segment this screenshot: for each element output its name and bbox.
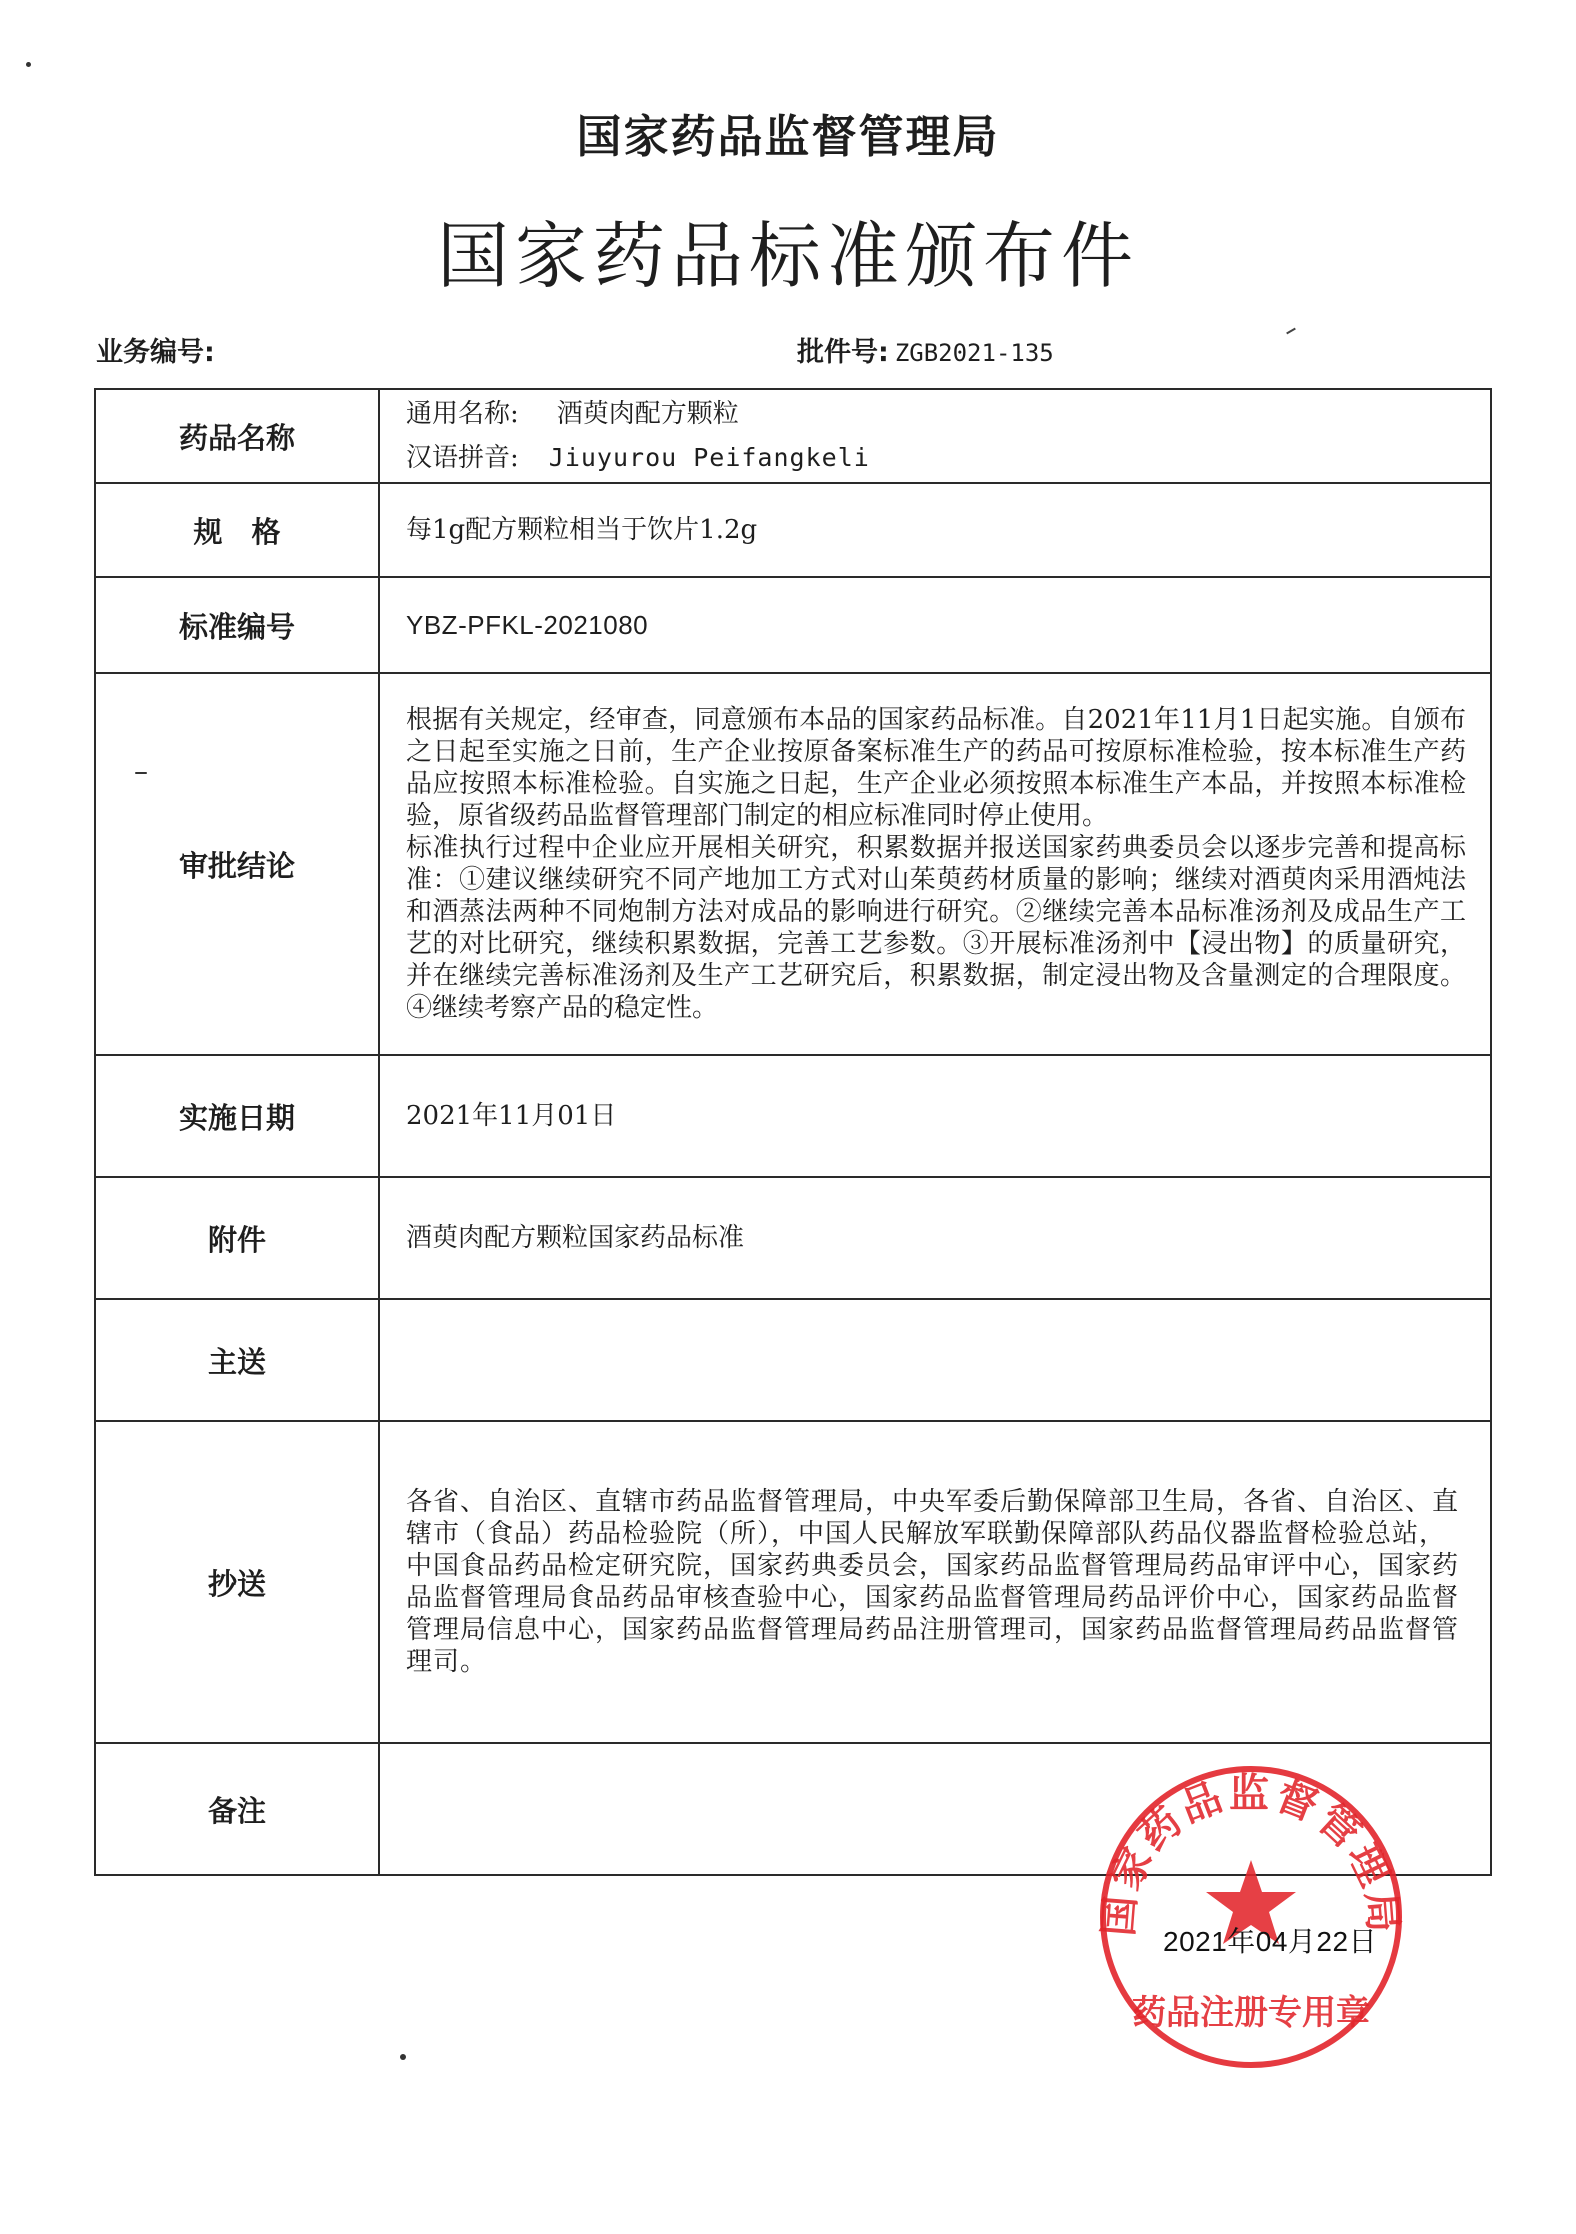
- cc-value: 各省、自治区、直辖市药品监督管理局，中央军委后勤保障部卫生局，各省、自治区、直辖市（食品）药品检验院（所），中国人民解放军联勤保障部队药品仪器监督检验总站，中国食品药品检定研究院，国家药典委员会，国家药品监督管理局药品审评中心，国家药品监督管理局食品药品审核查验中心，国家药品监督管理局药品评价中心，国家药品监督管理局信息中心，国家药品监督管理局药品注册管理司，国家药品监督管理局药品监督管理司。: [379, 1421, 1491, 1743]
- main-recipient-value: [379, 1299, 1491, 1421]
- business-number: [96, 330, 221, 369]
- effective-date-value: 2021年11月01日: [379, 1055, 1491, 1177]
- attachment-label: 附件: [95, 1177, 379, 1299]
- row-conclusion: [95, 673, 1491, 1055]
- issuing-organization: 国家药品监督管理局: [576, 110, 1000, 163]
- approval-number-value: ZGB2021-135: [894, 339, 1054, 367]
- standard-number-value: YBZ-PFKL-2021080: [379, 577, 1491, 673]
- cc-label: 抄送: [95, 1421, 379, 1743]
- conclusion-paragraph-1: 根据有关规定，经审查，同意颁布本品的国家药品标准。自2021年11月1日起实施。自颁布之日起至实施之日前，生产企业按原备案标准生产的药品可按原标准检验，按本标准生产药品应按照本标准检验。自实施之日起，生产企业必须按照本标准生产本品，并按照本标准检验，原省级药品监督管理部门制定的相应标准同时停止使用。: [406, 705, 1466, 831]
- pen-mark: [1286, 328, 1296, 335]
- row-cc: [95, 1421, 1491, 1743]
- scan-speck: [400, 2054, 406, 2060]
- business-number-label: 业务编号:: [96, 337, 215, 368]
- conclusion-label: 审批结论: [95, 673, 379, 1055]
- drug-name-content: [379, 389, 1491, 483]
- document-title: 国家药品标准颁布件: [436, 214, 1139, 298]
- common-name-value: 酒萸肉配方颗粒: [556, 399, 739, 429]
- pinyin-value: Jiuyurou Peifangkeli: [548, 443, 870, 472]
- row-effective-date: [95, 1055, 1491, 1177]
- approval-number-label: 批件号:: [797, 337, 889, 368]
- pinyin-label: 汉语拼音:: [406, 443, 519, 473]
- standard-number-label: 标准编号: [95, 577, 379, 673]
- spec-value: 每1g配方颗粒相当于饮片1.2g: [379, 483, 1491, 577]
- row-standard-number: [95, 577, 1491, 673]
- row-attachment: [95, 1177, 1491, 1299]
- scan-speck: [26, 62, 31, 67]
- conclusion-paragraph-2: 标准执行过程中企业应开展相关研究，积累数据并报送国家药典委员会以逐步完善和提高标准：①建议继续研究不同产地加工方式对山茱萸药材质量的影响；继续对酒萸肉采用酒炖法和酒蒸法两种不同炮制方法对成品的影响进行研究。②继续完善本品标准汤剂及成品生产工艺的对比研究，继续积累数据，完善工艺参数。③开展标准汤剂中【浸出物】的质量研究，并在继续完善标准汤剂及生产工艺研究后，积累数据，制定浸出物及含量测定的合理限度。④继续考察产品的稳定性。: [406, 833, 1466, 1023]
- scan-speck: [135, 772, 147, 774]
- row-main-recipient: [95, 1299, 1491, 1421]
- remarks-label: 备注: [95, 1743, 379, 1875]
- common-name-label: 通用名称:: [406, 399, 519, 429]
- spec-label: 规 格: [95, 483, 379, 577]
- row-spec: [95, 483, 1491, 577]
- effective-date-label: 实施日期: [95, 1055, 379, 1177]
- seal-inner-text: 药品注册专用章: [1132, 1993, 1370, 2033]
- row-drug-name: [95, 389, 1491, 483]
- official-seal-stamp: [1096, 1762, 1406, 2072]
- pinyin-line: [406, 436, 1466, 480]
- seal-outer-textpath: 国家药品监督管理局: [1096, 1770, 1406, 1938]
- approval-number: [797, 330, 1054, 369]
- standard-form-table: [94, 388, 1492, 1876]
- main-recipient-label: 主送: [95, 1299, 379, 1421]
- common-name-line: [406, 392, 1466, 436]
- conclusion-content: [379, 673, 1491, 1055]
- drug-name-label: 药品名称: [95, 389, 379, 483]
- attachment-value: 酒萸肉配方颗粒国家药品标准: [379, 1177, 1491, 1299]
- seal-date: 2021年04月22日: [1163, 1926, 1378, 1957]
